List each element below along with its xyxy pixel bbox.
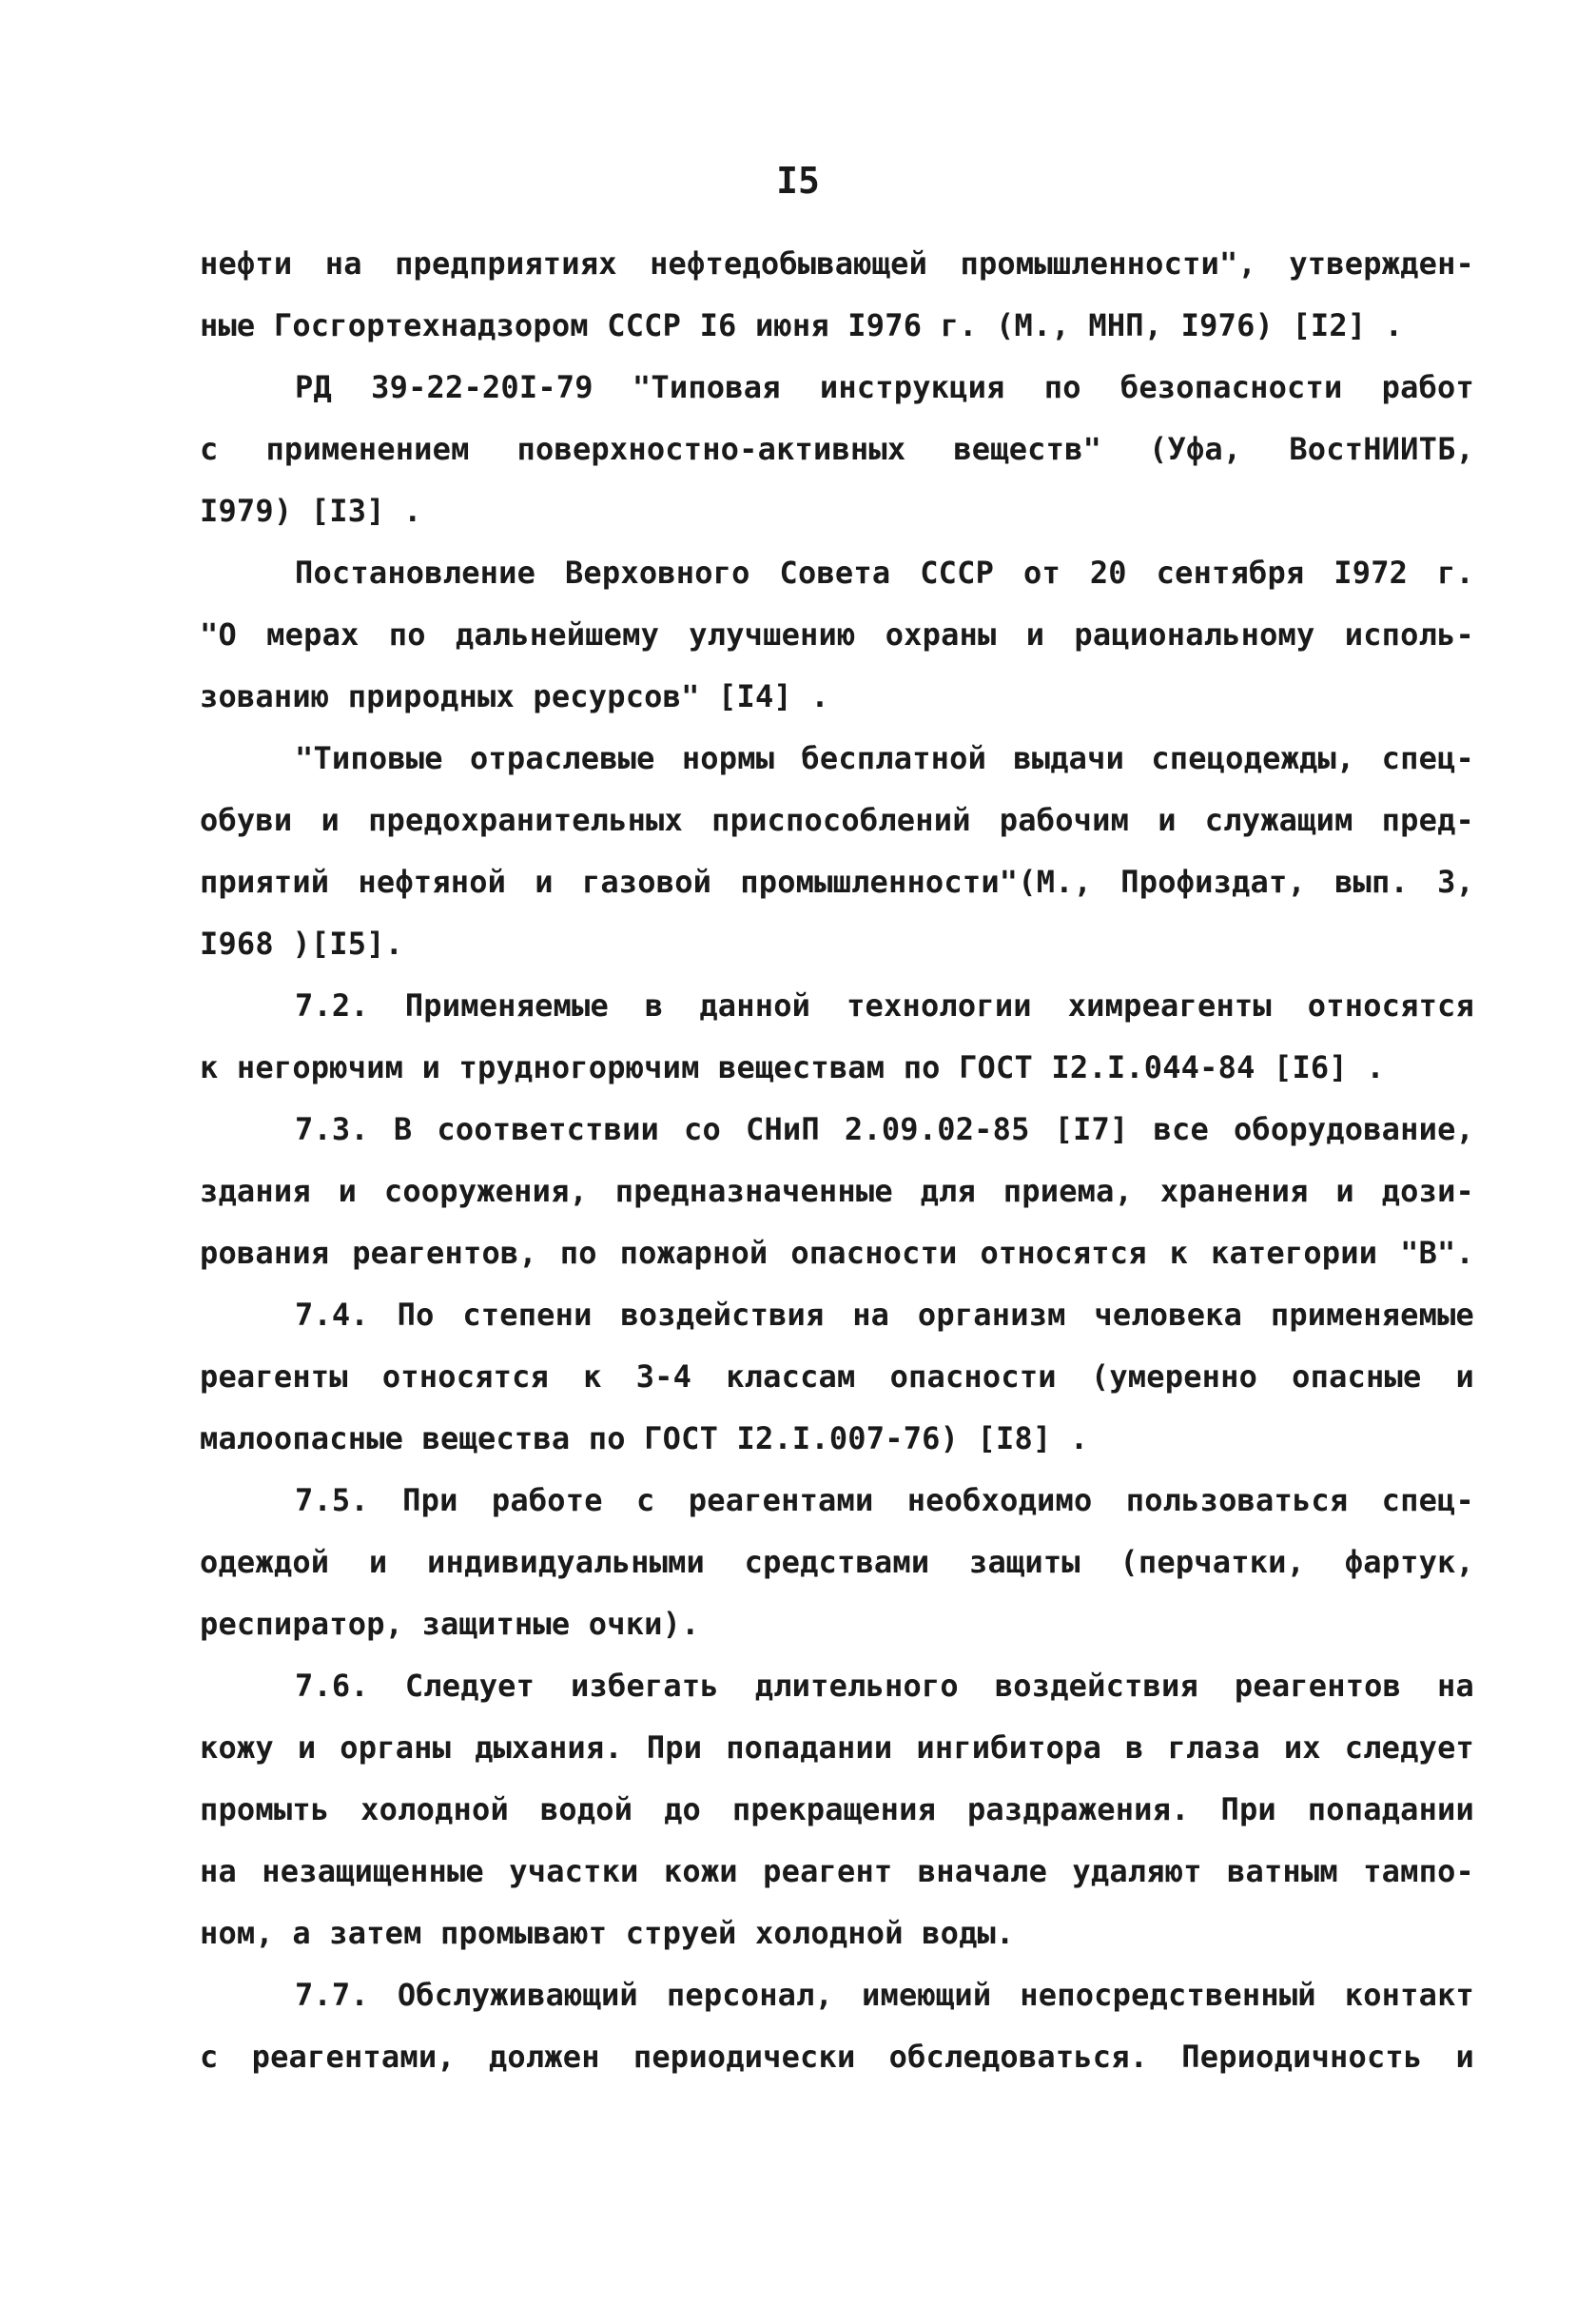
text-line: I968 )[I5]. [200,926,404,962]
text-line: здания и сооружения, предназначенные для приема, хранения и дози- [200,1173,1474,1209]
text-line: зованию природных ресурсов" [I4] . [200,678,829,714]
text-line: ные Госгортехнадзором СССР I6 июня I976 г. (М., МНП, I976) [I2] . [200,307,1404,343]
page-number: I5 [776,160,820,202]
text-line: РД 39-22-20I-79 "Типовая инструкция по безопасности работ [295,369,1474,405]
paragraph-rd-39 [200,357,1474,542]
text-line: 7.5. При работе с реагентами необходимо пользоваться спец- [295,1482,1474,1518]
paragraph-7-5 [200,1470,1474,1655]
document-body [200,233,1474,2088]
text-line: "О мерах по дальнейшему улучшению охраны и рациональному исполь- [200,616,1474,653]
text-line: респиратор, защитные очки). [200,1606,700,1642]
text-line: реагенты относятся к 3-4 классам опасности (умеренно опасные и [200,1358,1474,1395]
paragraph-continuation [200,233,1474,357]
text-line: 7.2. Применяемые в данной технологии химреагенты относятся [295,987,1474,1024]
text-line: кожу и органы дыхания. При попадании ингибитора в глаза их следует [200,1729,1474,1766]
text-line: малоопасные вещества по ГОСТ I2.I.007-76) [I8] . [200,1420,1089,1456]
text-line: обуви и предохранительных приспособлений рабочим и служащим пред- [200,802,1474,838]
text-line: Постановление Верховного Совета СССР от 20 сентября I972 г. [295,555,1474,591]
text-line: к негорючим и трудногорючим веществам по ГОСТ I2.I.044-84 [I6] . [200,1049,1385,1085]
text-line: 7.7. Обслуживающий персонал, имеющий непосредственный контакт [295,1977,1474,2013]
paragraph-7-3 [200,1099,1474,1284]
text-line: с применением поверхностно-активных веществ" (Уфа, ВостНИИТБ, [200,431,1474,467]
text-line: 7.4. По степени воздействия на организм человека применяемые [295,1297,1474,1333]
text-line: "Типовые отраслевые нормы бесплатной выдачи спецодежды, спец- [295,740,1474,776]
paragraph-tipovye-normy [200,728,1474,975]
text-line: приятий нефтяной и газовой промышленности"(М., Профиздат, вып. 3, [200,864,1474,900]
text-line: одеждой и индивидуальными средствами защиты (перчатки, фартук, [200,1544,1474,1580]
paragraph-7-7 [200,1964,1474,2088]
text-line: 7.3. В соответствии со СНиП 2.09.02-85 [I7] все оборудование, [295,1111,1474,1147]
text-line: промыть холодной водой до прекращения раздражения. При попадании [200,1791,1474,1827]
paragraph-postanovlenie [200,542,1474,728]
paragraph-7-2 [200,975,1474,1099]
paragraph-7-6 [200,1655,1474,1964]
text-line: на незащищенные участки кожи реагент вначале удаляют ватным тампо- [200,1853,1474,1889]
text-line: нефти на предприятиях нефтедобывающей промышленности", утвержден- [200,245,1474,282]
text-line: I979) [I3] . [200,493,422,529]
text-line: 7.6. Следует избегать длительного воздействия реагентов на [295,1668,1474,1704]
text-line: с реагентами, должен периодически обследоваться. Периодичность и [200,2039,1474,2075]
paragraph-7-4 [200,1284,1474,1470]
text-line: рования реагентов, по пожарной опасности относятся к категории "В". [200,1235,1474,1271]
text-line: ном, а затем промывают струей холодной воды. [200,1915,1015,1951]
